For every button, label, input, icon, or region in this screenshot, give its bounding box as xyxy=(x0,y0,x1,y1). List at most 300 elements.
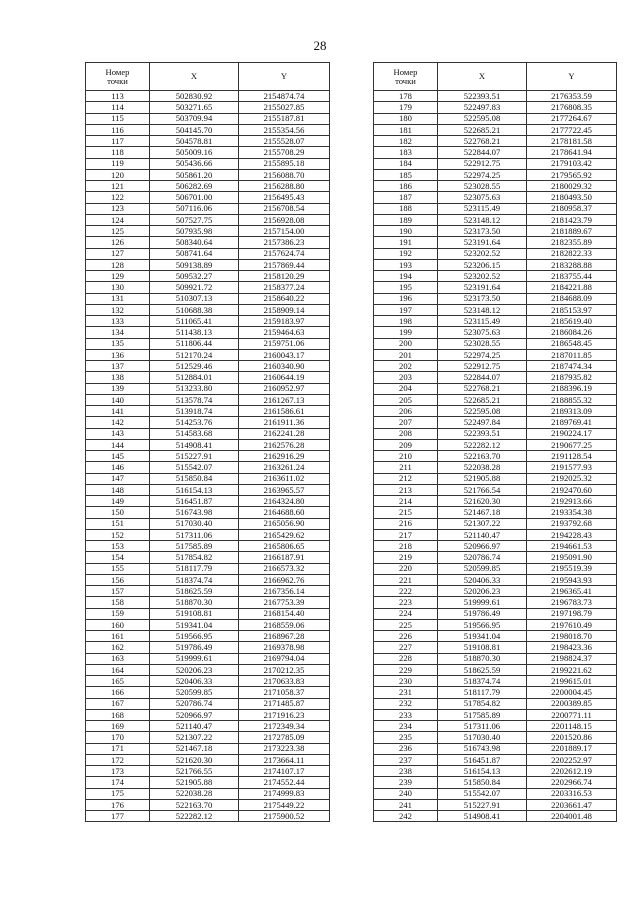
cell-y: 2164324.80 xyxy=(239,496,330,507)
cell-x: 523075.63 xyxy=(438,327,527,338)
cell-point-number: 205 xyxy=(374,394,438,405)
cell-point-number: 212 xyxy=(374,473,438,484)
table-row xyxy=(374,248,617,259)
table-row xyxy=(86,496,330,507)
cell-x: 507527.75 xyxy=(150,214,239,225)
cell-x: 522038.28 xyxy=(438,462,527,473)
cell-point-number: 162 xyxy=(86,642,150,653)
cell-y: 2155354.56 xyxy=(239,124,330,135)
cell-x: 521140.47 xyxy=(150,721,239,732)
cell-x: 522912.75 xyxy=(438,158,527,169)
table-row xyxy=(86,248,330,259)
cell-y: 2159183.97 xyxy=(239,316,330,327)
cell-point-number: 208 xyxy=(374,428,438,439)
cell-y: 2198018.70 xyxy=(527,631,617,642)
cell-point-number: 154 xyxy=(86,552,150,563)
cell-x: 504578.81 xyxy=(150,136,239,147)
cell-x: 522844.07 xyxy=(438,147,527,158)
cell-x: 520966.97 xyxy=(438,541,527,552)
cell-point-number: 149 xyxy=(86,496,150,507)
table-row xyxy=(374,541,617,552)
cell-y: 2174552.44 xyxy=(239,777,330,788)
table-row xyxy=(86,811,330,822)
cell-point-number: 169 xyxy=(86,721,150,732)
cell-y: 2157624.74 xyxy=(239,248,330,259)
cell-point-number: 198 xyxy=(374,316,438,327)
cell-y: 2159751.06 xyxy=(239,338,330,349)
cell-point-number: 163 xyxy=(86,653,150,664)
cell-x: 520599.85 xyxy=(150,687,239,698)
table-row xyxy=(374,676,617,687)
cell-x: 518625.59 xyxy=(438,664,527,675)
table-row xyxy=(374,473,617,484)
cell-x: 521467.18 xyxy=(150,743,239,754)
table-row xyxy=(374,563,617,574)
table-row xyxy=(86,799,330,810)
table-row xyxy=(86,394,330,405)
cell-y: 2154874.74 xyxy=(239,91,330,102)
table-row xyxy=(374,349,617,360)
table-row xyxy=(86,316,330,327)
cell-point-number: 151 xyxy=(86,518,150,529)
cell-y: 2204001.48 xyxy=(527,811,617,822)
cell-y: 2169794.04 xyxy=(239,653,330,664)
cell-x: 518374.74 xyxy=(438,676,527,687)
cell-x: 515850.84 xyxy=(150,473,239,484)
cell-y: 2177722.45 xyxy=(527,124,617,135)
cell-point-number: 195 xyxy=(374,282,438,293)
table-row xyxy=(86,709,330,720)
cell-y: 2163965.57 xyxy=(239,484,330,495)
cell-point-number: 174 xyxy=(86,777,150,788)
cell-point-number: 164 xyxy=(86,664,150,675)
table-row xyxy=(86,529,330,540)
table-row xyxy=(374,619,617,630)
cell-y: 2198423.36 xyxy=(527,642,617,653)
cell-y: 2171058.37 xyxy=(239,687,330,698)
cell-point-number: 175 xyxy=(86,788,150,799)
cell-x: 520966.97 xyxy=(150,709,239,720)
cell-x: 515227.91 xyxy=(438,799,527,810)
table-row xyxy=(374,237,617,248)
table-row xyxy=(86,226,330,237)
table-row xyxy=(374,158,617,169)
cell-y: 2196783.73 xyxy=(527,597,617,608)
cell-point-number: 129 xyxy=(86,271,150,282)
table-row xyxy=(86,721,330,732)
cell-x: 512884.01 xyxy=(150,372,239,383)
cell-x: 504145.70 xyxy=(150,124,239,135)
table-row xyxy=(374,136,617,147)
table-row xyxy=(374,147,617,158)
cell-y: 2192470.60 xyxy=(527,484,617,495)
cell-point-number: 177 xyxy=(86,811,150,822)
cell-point-number: 142 xyxy=(86,417,150,428)
table-row xyxy=(86,743,330,754)
cell-point-number: 146 xyxy=(86,462,150,473)
cell-y: 2156288.80 xyxy=(239,181,330,192)
table-row xyxy=(374,766,617,777)
cell-x: 515542.07 xyxy=(438,788,527,799)
cell-x: 521307.22 xyxy=(438,518,527,529)
cell-x: 505436.66 xyxy=(150,158,239,169)
cell-point-number: 171 xyxy=(86,743,150,754)
cell-y: 2156928.08 xyxy=(239,214,330,225)
cell-y: 2169378.98 xyxy=(239,642,330,653)
cell-point-number: 155 xyxy=(86,563,150,574)
cell-x: 520599.85 xyxy=(438,563,527,574)
cell-x: 518625.59 xyxy=(150,586,239,597)
cell-x: 522163.70 xyxy=(438,451,527,462)
cell-point-number: 130 xyxy=(86,282,150,293)
table-row xyxy=(374,338,617,349)
cell-y: 2189313.09 xyxy=(527,406,617,417)
table-row xyxy=(86,327,330,338)
table-row xyxy=(86,304,330,315)
cell-x: 523173.50 xyxy=(438,293,527,304)
cell-x: 503271.65 xyxy=(150,102,239,113)
cell-y: 2162241.28 xyxy=(239,428,330,439)
cell-y: 2183755.44 xyxy=(527,271,617,282)
cell-point-number: 197 xyxy=(374,304,438,315)
table-row xyxy=(374,316,617,327)
cell-x: 523202.52 xyxy=(438,248,527,259)
cell-y: 2187474.34 xyxy=(527,361,617,372)
cell-x: 516743.98 xyxy=(150,507,239,518)
cell-x: 517585.89 xyxy=(438,709,527,720)
cell-y: 2200004.45 xyxy=(527,687,617,698)
cell-point-number: 239 xyxy=(374,777,438,788)
table-row xyxy=(374,293,617,304)
table-row xyxy=(374,552,617,563)
cell-x: 514908.41 xyxy=(150,439,239,450)
cell-point-number: 228 xyxy=(374,653,438,664)
cell-point-number: 215 xyxy=(374,507,438,518)
cell-point-number: 234 xyxy=(374,721,438,732)
cell-y: 2198824.37 xyxy=(527,653,617,664)
cell-y: 2182355.89 xyxy=(527,237,617,248)
table-row xyxy=(374,102,617,113)
table-row xyxy=(374,383,617,394)
cell-x: 505861.20 xyxy=(150,169,239,180)
table-row xyxy=(374,169,617,180)
cell-y: 2172785.09 xyxy=(239,732,330,743)
cell-point-number: 226 xyxy=(374,631,438,642)
cell-point-number: 140 xyxy=(86,394,150,405)
cell-x: 523028.55 xyxy=(438,181,527,192)
cell-y: 2166573.32 xyxy=(239,563,330,574)
cell-point-number: 180 xyxy=(374,113,438,124)
cell-x: 522393.51 xyxy=(438,91,527,102)
cell-y: 2185153.97 xyxy=(527,304,617,315)
table-row xyxy=(86,406,330,417)
cell-point-number: 161 xyxy=(86,631,150,642)
cell-point-number: 211 xyxy=(374,462,438,473)
cell-x: 509138.89 xyxy=(150,259,239,270)
column-header-y: Y xyxy=(239,63,330,91)
cell-y: 2180958.37 xyxy=(527,203,617,214)
cell-point-number: 122 xyxy=(86,192,150,203)
cell-point-number: 172 xyxy=(86,754,150,765)
table-row xyxy=(86,754,330,765)
table-row xyxy=(374,743,617,754)
cell-x: 508340.64 xyxy=(150,237,239,248)
cell-x: 522595.08 xyxy=(438,113,527,124)
cell-x: 510307.13 xyxy=(150,293,239,304)
cell-x: 521140.47 xyxy=(438,529,527,540)
cell-y: 2176808.35 xyxy=(527,102,617,113)
cell-x: 505009.16 xyxy=(150,147,239,158)
cell-x: 517030.40 xyxy=(438,732,527,743)
cell-point-number: 113 xyxy=(86,91,150,102)
cell-point-number: 223 xyxy=(374,597,438,608)
cell-x: 522768.21 xyxy=(438,383,527,394)
cell-x: 522685.21 xyxy=(438,394,527,405)
cell-point-number: 182 xyxy=(374,136,438,147)
cell-y: 2161911.36 xyxy=(239,417,330,428)
cell-x: 518117.79 xyxy=(150,563,239,574)
cell-y: 2186084.26 xyxy=(527,327,617,338)
cell-point-number: 210 xyxy=(374,451,438,462)
table-row xyxy=(374,653,617,664)
cell-x: 523028.55 xyxy=(438,338,527,349)
cell-y: 2171485.87 xyxy=(239,698,330,709)
table-row xyxy=(86,608,330,619)
cell-x: 522497.83 xyxy=(438,102,527,113)
cell-y: 2191128.54 xyxy=(527,451,617,462)
cell-point-number: 202 xyxy=(374,361,438,372)
table-row xyxy=(374,394,617,405)
cell-point-number: 137 xyxy=(86,361,150,372)
cell-point-number: 176 xyxy=(86,799,150,810)
cell-point-number: 214 xyxy=(374,496,438,507)
cell-point-number: 196 xyxy=(374,293,438,304)
cell-point-number: 200 xyxy=(374,338,438,349)
cell-y: 2200771.11 xyxy=(527,709,617,720)
cell-y: 2160952.97 xyxy=(239,383,330,394)
cell-x: 523191.64 xyxy=(438,237,527,248)
cell-point-number: 170 xyxy=(86,732,150,743)
cell-y: 2194228.43 xyxy=(527,529,617,540)
cell-point-number: 114 xyxy=(86,102,150,113)
cell-y: 2185619.40 xyxy=(527,316,617,327)
cell-y: 2177264.67 xyxy=(527,113,617,124)
cell-point-number: 183 xyxy=(374,147,438,158)
cell-point-number: 187 xyxy=(374,192,438,203)
table-row xyxy=(86,428,330,439)
table-header-row xyxy=(86,63,330,91)
cell-point-number: 237 xyxy=(374,754,438,765)
cell-y: 2178641.94 xyxy=(527,147,617,158)
cell-x: 518117.79 xyxy=(438,687,527,698)
cell-x: 506701.00 xyxy=(150,192,239,203)
cell-y: 2157386.23 xyxy=(239,237,330,248)
cell-point-number: 181 xyxy=(374,124,438,135)
cell-x: 517854.82 xyxy=(438,698,527,709)
cell-y: 2203661.47 xyxy=(527,799,617,810)
table-row xyxy=(374,597,617,608)
cell-x: 519566.95 xyxy=(150,631,239,642)
cell-y: 2159464.63 xyxy=(239,327,330,338)
table-row xyxy=(86,653,330,664)
cell-x: 517030.40 xyxy=(150,518,239,529)
cell-y: 2158120.29 xyxy=(239,271,330,282)
cell-y: 2165806.65 xyxy=(239,541,330,552)
cell-point-number: 115 xyxy=(86,113,150,124)
cell-x: 522038.28 xyxy=(150,788,239,799)
table-row xyxy=(86,282,330,293)
table-row xyxy=(374,496,617,507)
cell-point-number: 189 xyxy=(374,214,438,225)
cell-x: 516451.87 xyxy=(150,496,239,507)
cell-point-number: 209 xyxy=(374,439,438,450)
cell-y: 2176353.59 xyxy=(527,91,617,102)
cell-x: 514253.76 xyxy=(150,417,239,428)
cell-point-number: 121 xyxy=(86,181,150,192)
cell-point-number: 159 xyxy=(86,608,150,619)
table-row xyxy=(374,754,617,765)
table-row xyxy=(374,113,617,124)
cell-point-number: 135 xyxy=(86,338,150,349)
table-row xyxy=(374,124,617,135)
cell-x: 511806.44 xyxy=(150,338,239,349)
cell-y: 2180493.50 xyxy=(527,192,617,203)
table-row xyxy=(374,271,617,282)
cell-point-number: 188 xyxy=(374,203,438,214)
cell-point-number: 236 xyxy=(374,743,438,754)
page-number: 28 xyxy=(313,38,327,53)
cell-point-number: 117 xyxy=(86,136,150,147)
cell-x: 519999.61 xyxy=(150,653,239,664)
table-row xyxy=(86,552,330,563)
cell-y: 2175449.22 xyxy=(239,799,330,810)
table-row xyxy=(374,428,617,439)
column-header-y: Y xyxy=(527,63,617,91)
table-row xyxy=(374,687,617,698)
cell-y: 2184688.09 xyxy=(527,293,617,304)
cell-x: 523206.15 xyxy=(438,259,527,270)
cell-x: 519108.81 xyxy=(150,608,239,619)
cell-y: 2191577.93 xyxy=(527,462,617,473)
cell-y: 2195943.93 xyxy=(527,574,617,585)
table-row xyxy=(86,349,330,360)
table-row xyxy=(86,473,330,484)
cell-x: 508741.64 xyxy=(150,248,239,259)
cell-x: 521467.18 xyxy=(438,507,527,518)
cell-point-number: 231 xyxy=(374,687,438,698)
cell-y: 2181423.79 xyxy=(527,214,617,225)
cell-point-number: 206 xyxy=(374,406,438,417)
table-row xyxy=(86,237,330,248)
cell-x: 511065.41 xyxy=(150,316,239,327)
table-row xyxy=(86,203,330,214)
table-row xyxy=(374,203,617,214)
cell-y: 2190224.17 xyxy=(527,428,617,439)
cell-y: 2188855.32 xyxy=(527,394,617,405)
cell-y: 2179565.92 xyxy=(527,169,617,180)
table-row xyxy=(374,518,617,529)
table-row xyxy=(374,788,617,799)
cell-point-number: 158 xyxy=(86,597,150,608)
cell-point-number: 229 xyxy=(374,664,438,675)
cell-y: 2155708.29 xyxy=(239,147,330,158)
cell-y: 2161267.13 xyxy=(239,394,330,405)
cell-point-number: 167 xyxy=(86,698,150,709)
cell-x: 520406.33 xyxy=(150,676,239,687)
cell-point-number: 165 xyxy=(86,676,150,687)
cell-y: 2165056.90 xyxy=(239,518,330,529)
cell-point-number: 221 xyxy=(374,574,438,585)
cell-y: 2170212.35 xyxy=(239,664,330,675)
cell-y: 2160340.90 xyxy=(239,361,330,372)
cell-y: 2202966.74 xyxy=(527,777,617,788)
cell-point-number: 124 xyxy=(86,214,150,225)
cell-point-number: 218 xyxy=(374,541,438,552)
table-row xyxy=(86,462,330,473)
cell-y: 2155895.18 xyxy=(239,158,330,169)
table-row xyxy=(86,91,330,102)
cell-point-number: 213 xyxy=(374,484,438,495)
cell-x: 518870.30 xyxy=(438,653,527,664)
cell-point-number: 153 xyxy=(86,541,150,552)
cell-point-number: 150 xyxy=(86,507,150,518)
cell-x: 514583.68 xyxy=(150,428,239,439)
cell-y: 2178181.58 xyxy=(527,136,617,147)
cell-y: 2168967.28 xyxy=(239,631,330,642)
cell-x: 522974.25 xyxy=(438,349,527,360)
table-row xyxy=(86,158,330,169)
cell-x: 523148.12 xyxy=(438,304,527,315)
cell-y: 2155187.81 xyxy=(239,113,330,124)
cell-y: 2181889.67 xyxy=(527,226,617,237)
cell-x: 523191.64 xyxy=(438,282,527,293)
table-row xyxy=(374,732,617,743)
cell-point-number: 240 xyxy=(374,788,438,799)
table-row xyxy=(374,608,617,619)
cell-point-number: 156 xyxy=(86,574,150,585)
table-row xyxy=(374,462,617,473)
table-row xyxy=(374,799,617,810)
cell-x: 520206.23 xyxy=(438,586,527,597)
cell-point-number: 219 xyxy=(374,552,438,563)
cell-point-number: 235 xyxy=(374,732,438,743)
cell-y: 2179103.42 xyxy=(527,158,617,169)
cell-y: 2199221.62 xyxy=(527,664,617,675)
cell-y: 2166962.76 xyxy=(239,574,330,585)
table-row xyxy=(86,451,330,462)
cell-point-number: 185 xyxy=(374,169,438,180)
cell-x: 512529.46 xyxy=(150,361,239,372)
cell-y: 2174999.83 xyxy=(239,788,330,799)
table-row xyxy=(374,631,617,642)
cell-x: 520206.23 xyxy=(150,664,239,675)
cell-y: 2186548.45 xyxy=(527,338,617,349)
cell-x: 521620.30 xyxy=(150,754,239,765)
cell-y: 2201889.17 xyxy=(527,743,617,754)
cell-y: 2160644.19 xyxy=(239,372,330,383)
table-row xyxy=(86,732,330,743)
cell-y: 2203316.53 xyxy=(527,788,617,799)
cell-y: 2168154.40 xyxy=(239,608,330,619)
cell-x: 516154.13 xyxy=(150,484,239,495)
cell-x: 512170.24 xyxy=(150,349,239,360)
cell-point-number: 152 xyxy=(86,529,150,540)
cell-x: 522912.75 xyxy=(438,361,527,372)
cell-x: 516743.98 xyxy=(438,743,527,754)
cell-point-number: 116 xyxy=(86,124,150,135)
cell-point-number: 186 xyxy=(374,181,438,192)
cell-y: 2157869.44 xyxy=(239,259,330,270)
